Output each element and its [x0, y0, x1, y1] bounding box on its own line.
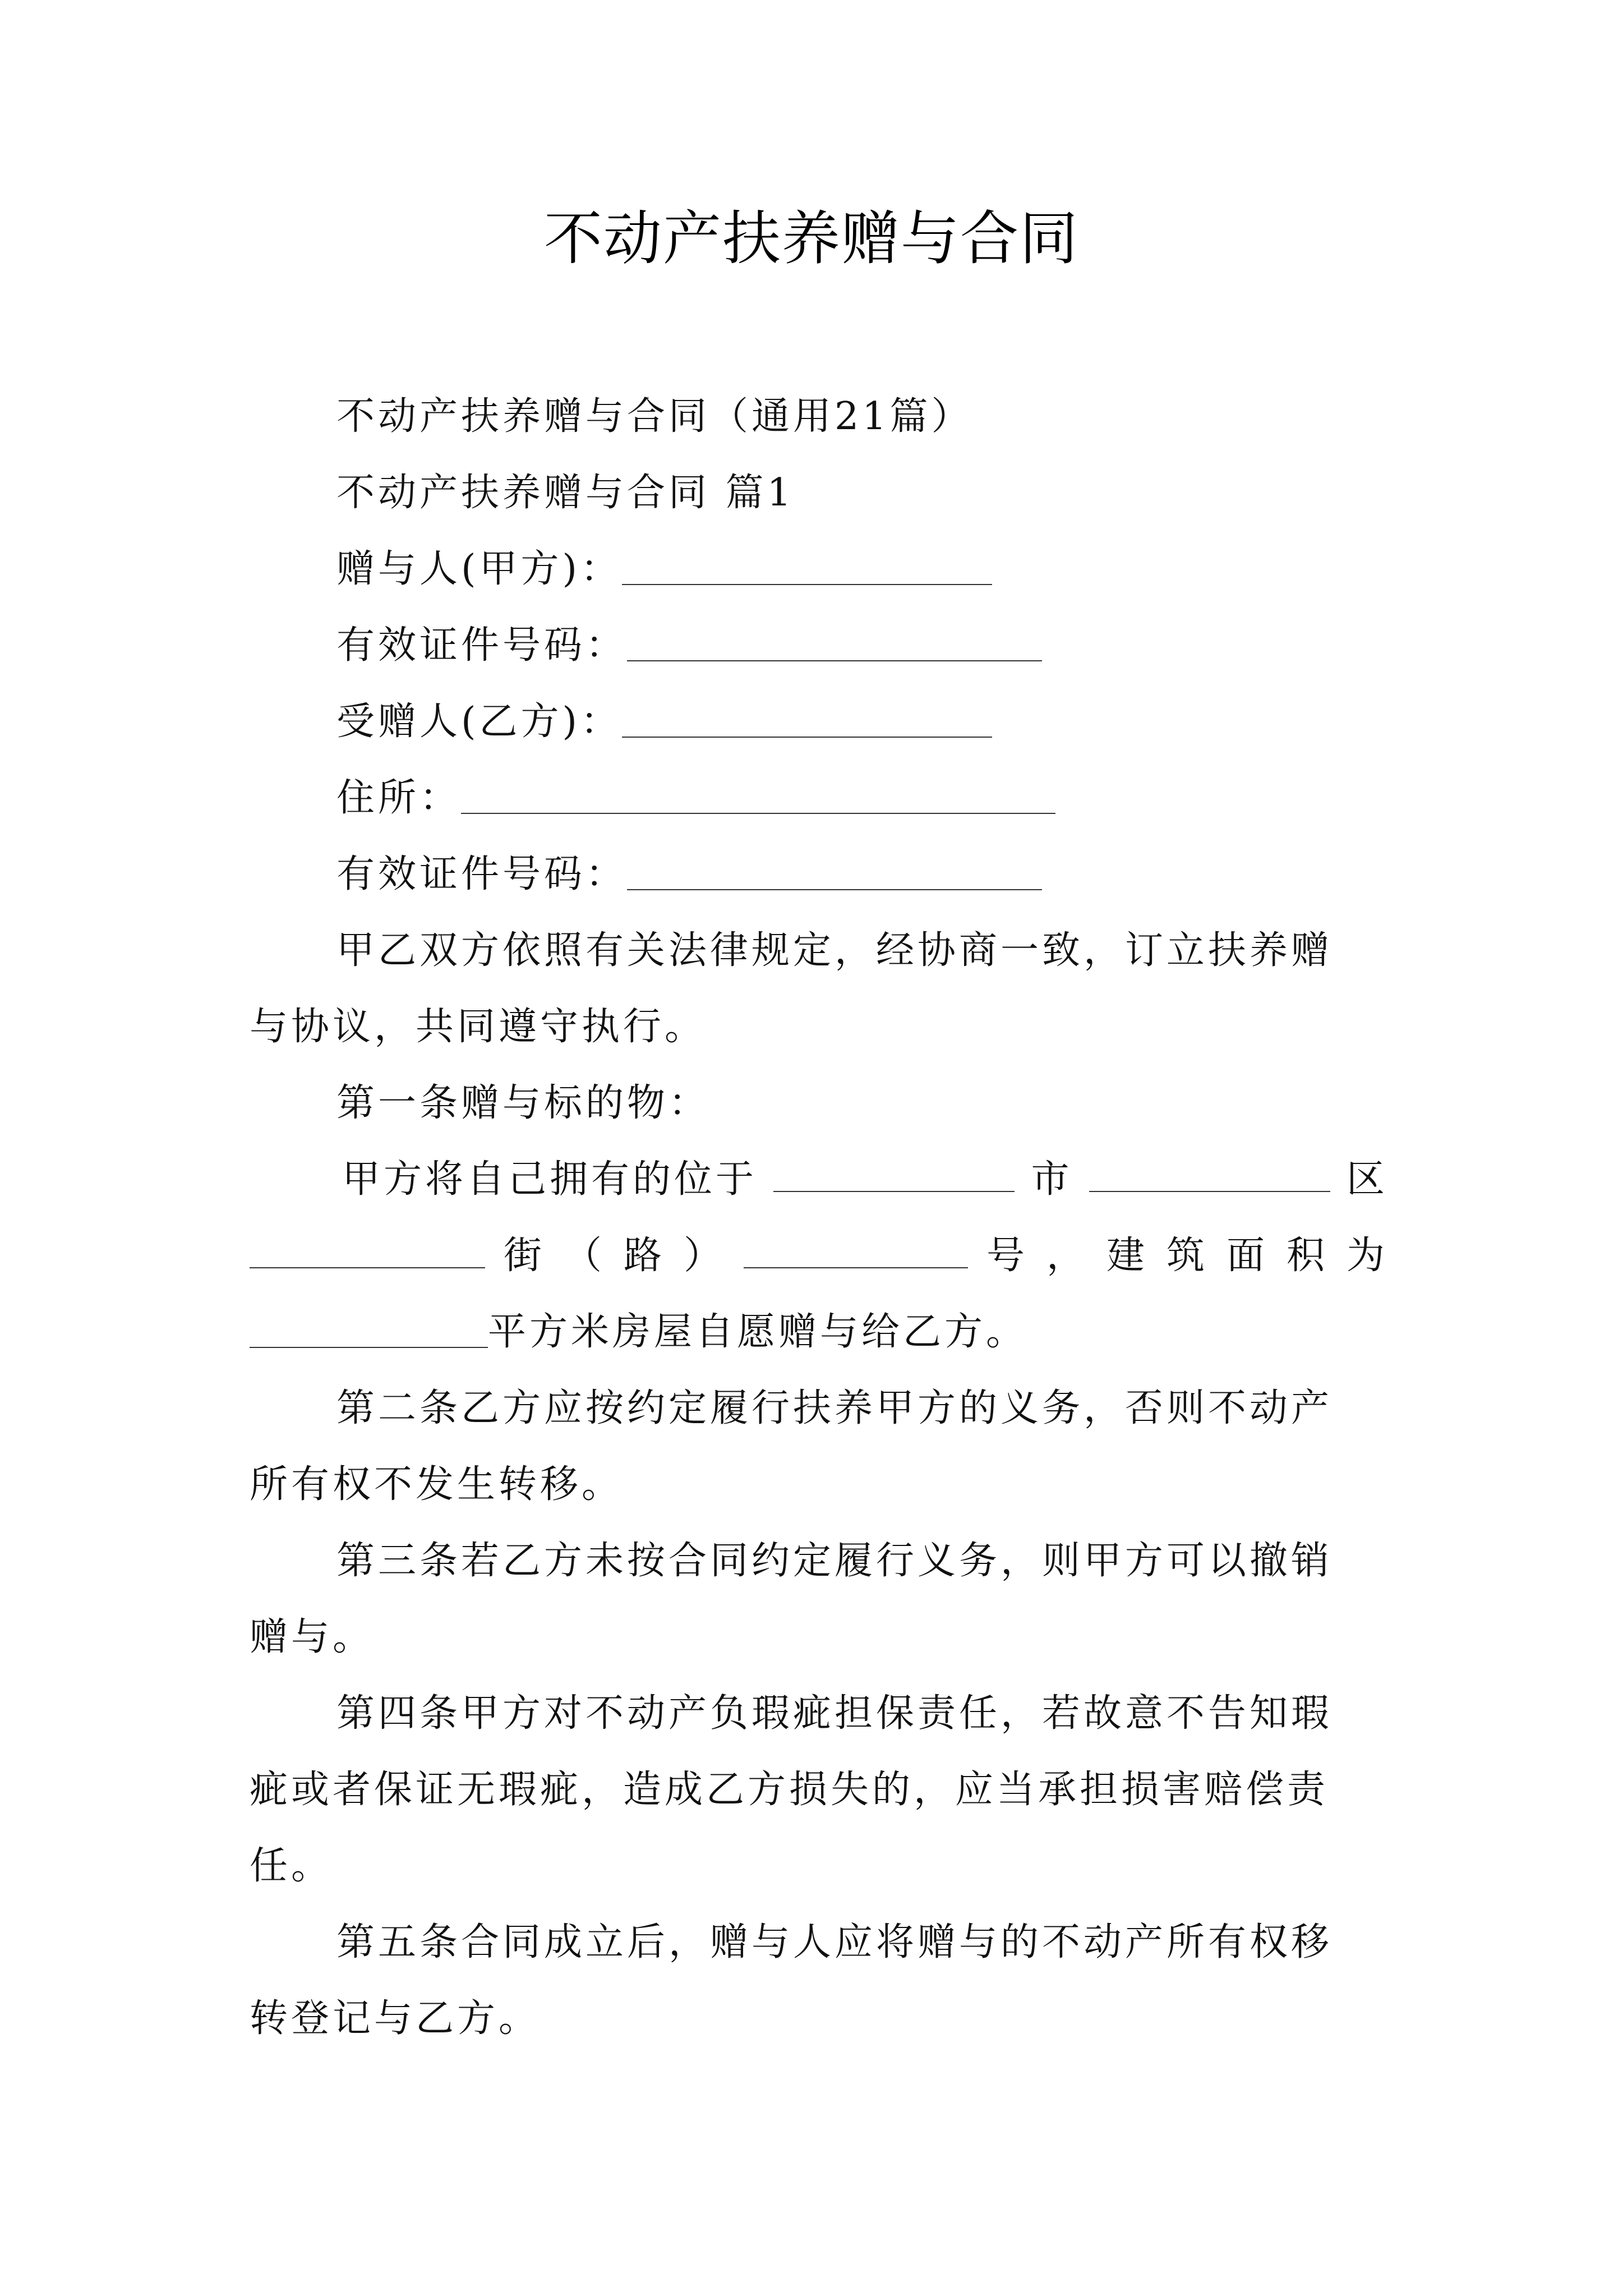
article-5-line-2: 转登记与乙方。 [250, 1996, 541, 2041]
subtitle: 不动产扶养赠与合同（通用21篇） [336, 394, 973, 439]
donee-id-blank [627, 850, 1042, 890]
area-char-4: 积 [1286, 1234, 1328, 1278]
number-label: 号 [986, 1234, 1028, 1278]
donee-id-label: 有效证件号码： [336, 852, 628, 896]
paren-close: ） [683, 1234, 725, 1278]
document-title: 不动产扶养赠与合同 [543, 204, 1079, 273]
street-blank [250, 1228, 485, 1268]
paren-open: （ [563, 1234, 605, 1278]
donee-blank [622, 697, 992, 738]
district-blank [1089, 1152, 1330, 1192]
document-body [250, 379, 1388, 2057]
number-blank [744, 1228, 968, 1268]
donor-label: 赠与人(甲方)： [336, 547, 623, 591]
article-3-line-1: 第三条若乙方未按合同约定履行义务，则甲方可以撤销 [336, 1539, 1333, 1583]
city-label: 市 [1031, 1157, 1073, 1202]
donor-field [250, 531, 1388, 608]
intro-line-2: 与协议，共同遵守执行。 [250, 1005, 707, 1049]
donor-id-field [250, 608, 1388, 684]
city-blank [773, 1152, 1015, 1192]
donor-blank [622, 545, 992, 585]
article-2-line-1: 第二条乙方应按约定履行扶养甲方的义务，否则不动产 [336, 1386, 1333, 1430]
article-2-line-2: 所有权不发生转移。 [250, 1462, 624, 1507]
article-1-line-2 [250, 1218, 1388, 1294]
area-char-3: 面 [1226, 1234, 1268, 1278]
intro-line-1: 甲乙双方依照有关法律规定，经协商一致，订立扶养赠 [336, 928, 1333, 973]
article-3-line-2: 赠与。 [250, 1615, 375, 1659]
article-1-line-3-text: 平方米房屋自愿赠与给乙方。 [488, 1310, 1028, 1354]
address-blank [461, 774, 1055, 814]
area-char-2: 筑 [1166, 1234, 1208, 1278]
area-char-1: 建 [1106, 1234, 1148, 1278]
district-label: 区 [1346, 1157, 1388, 1202]
address-label: 住所： [336, 776, 462, 820]
article-5-line-1: 第五条合同成立后，赠与人应将赠与的不动产所有权移 [336, 1920, 1333, 1964]
area-char-5: 为 [1346, 1234, 1388, 1278]
article-1-heading: 第一条赠与标的物： [336, 1081, 711, 1125]
address-field [250, 760, 1388, 836]
article-4-line-2: 疵或者保证无瑕疵，造成乙方损失的，应当承担损害赔偿责 [250, 1768, 1329, 1812]
donee-field [250, 684, 1388, 760]
article-1-text-a: 甲方将自己拥有的位于 [342, 1157, 758, 1202]
donor-id-label: 有效证件号码： [336, 623, 628, 668]
article-4-line-3: 任。 [250, 1844, 333, 1888]
area-blank [250, 1308, 488, 1348]
donee-id-field [250, 836, 1388, 913]
donor-id-blank [627, 621, 1042, 661]
donee-label: 受赠人(乙方)： [336, 700, 623, 744]
article-1-line-1 [250, 1142, 1388, 1218]
article-1-line-3 [250, 1294, 1388, 1370]
comma: ， [1046, 1234, 1088, 1278]
section-heading: 不动产扶养赠与合同 篇1 [336, 471, 795, 515]
article-4-line-1: 第四条甲方对不动产负瑕疵担保责任，若故意不告知瑕 [336, 1691, 1333, 1736]
street-label: 街 [503, 1234, 545, 1278]
road-label: 路 [623, 1234, 665, 1278]
